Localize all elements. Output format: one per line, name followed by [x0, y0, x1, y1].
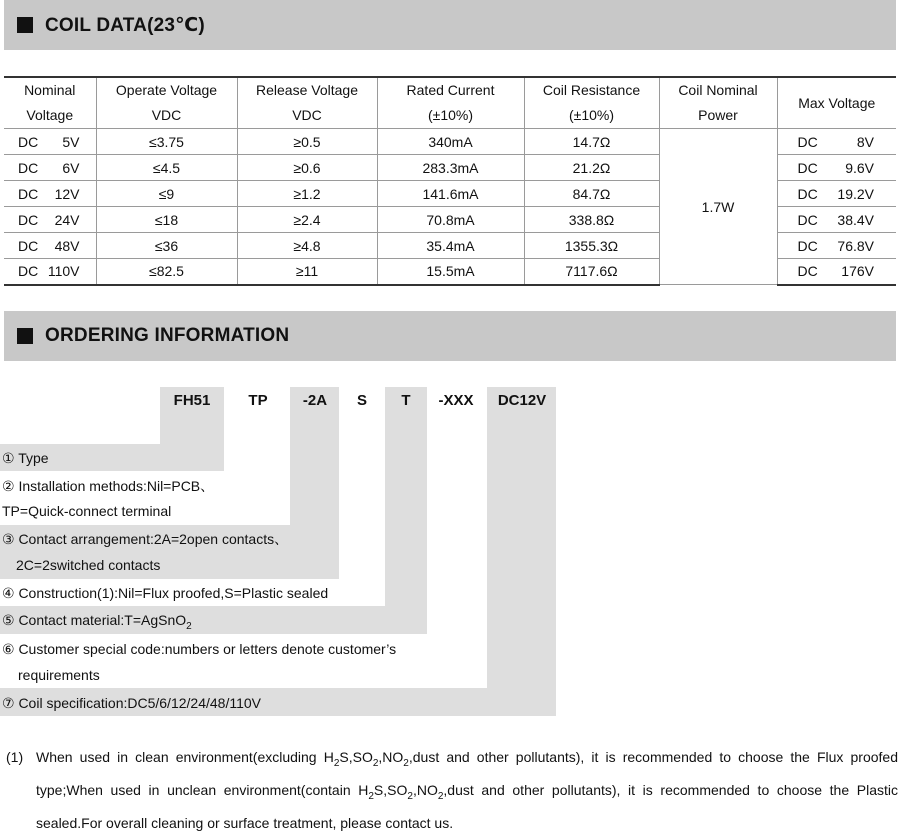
nominal-voltage-cell: DC 12V — [4, 181, 96, 207]
coil-data-banner — [4, 0, 896, 50]
release-voltage-cell: ≥0.5 — [237, 129, 377, 155]
coil-resistance-cell: 14.7Ω — [524, 129, 659, 155]
release-voltage-cell: ≥1.2 — [237, 181, 377, 207]
order-item-contact-arrangement: ③ Contact arrangement:2A=2open contacts、 — [2, 531, 289, 547]
coil-power-cell: 1.7W — [659, 129, 777, 285]
max-voltage-cell: DC 176V — [777, 259, 896, 285]
coil-data-table — [4, 76, 896, 286]
square-bullet-icon — [17, 17, 33, 33]
order-item-type: ① Type — [2, 450, 49, 466]
coil-resistance-cell: 84.7Ω — [524, 181, 659, 207]
order-code-installation: TP — [248, 392, 268, 409]
order-item-contact-material: ⑤ Contact material:T=AgSnO$_2$ — [2, 612, 192, 632]
release-voltage-cell: ≥4.8 — [237, 233, 377, 259]
operate-voltage-cell: ≤82.5 — [96, 259, 237, 285]
square-bullet-icon — [17, 328, 33, 344]
order-code-type: FH51 — [173, 392, 211, 409]
order-code-special: -XXX — [438, 392, 474, 409]
order-item-contact-arrangement-cont: 2C=2switched contacts — [16, 557, 161, 573]
max-voltage-cell: DC 8V — [777, 129, 896, 155]
rated-current-cell: 141.6mA — [377, 181, 524, 207]
footnote — [6, 744, 898, 836]
order-item-installation-cont: TP=Quick-connect terminal — [2, 503, 172, 519]
header-coil-nominal-power: Coil Nominal Power — [659, 77, 777, 129]
operate-voltage-cell: ≤9 — [96, 181, 237, 207]
nominal-voltage-cell: DC 110V — [4, 259, 96, 285]
contact-material-code-column — [385, 387, 427, 634]
order-code-coil-spec: DC12V — [497, 392, 547, 409]
footnote-number: (1) — [6, 749, 24, 765]
order-item-installation: ② Installation methods:Nil=PCB、 — [2, 478, 215, 494]
coil-resistance-cell: 7117.6Ω — [524, 259, 659, 285]
nominal-voltage-cell: DC 6V — [4, 155, 96, 181]
footnote-text: When used in clean environment(excluding $H_2S,SO_2,NO_2,dust$ and other pollutants), it is recommended to choose the Flux proofed type;When used in unclean environment(contain $H_2S,SO_2,NO_2,dust$ and other pollutants), it is recommended to choose the Plastic sealed.For overall cleaning or surface treatment, please contact us. — [36, 749, 898, 831]
order-code-contact-material: T — [401, 392, 411, 409]
table-row — [4, 129, 896, 155]
header-release-voltage: Release Voltage VDC — [237, 77, 377, 129]
operate-voltage-cell: ≤36 — [96, 233, 237, 259]
contact-arrangement-code-column — [290, 387, 339, 579]
coil-resistance-cell: 21.2Ω — [524, 155, 659, 181]
header-operate-voltage: Operate Voltage VDC — [96, 77, 237, 129]
ordering-info-banner — [4, 311, 896, 361]
rated-current-cell: 35.4mA — [377, 233, 524, 259]
ordering-info-title: ORDERING INFORMATION — [45, 325, 290, 346]
coil-resistance-cell: 338.8Ω — [524, 207, 659, 233]
order-item-special-code: ⑥ Customer special code:numbers or letters denote customer’s — [2, 641, 397, 657]
max-voltage-cell: DC 19.2V — [777, 181, 896, 207]
coil-data-title: COIL DATA(23℃) — [45, 14, 205, 36]
order-item-coil-spec: ⑦ Coil specification:DC5/6/12/24/48/110V — [2, 695, 261, 711]
coil-resistance-cell: 1355.3Ω — [524, 233, 659, 259]
rated-current-cell: 15.5mA — [377, 259, 524, 285]
order-item-special-code-cont: requirements — [18, 667, 100, 683]
order-code-construction: S — [356, 392, 367, 409]
header-coil-resistance: Coil Resistance (±10%) — [524, 77, 659, 129]
max-voltage-cell: DC 76.8V — [777, 233, 896, 259]
max-voltage-cell: DC 9.6V — [777, 155, 896, 181]
coil-spec-code-column — [487, 387, 556, 716]
release-voltage-cell: ≥11 — [237, 259, 377, 285]
operate-voltage-cell: ≤18 — [96, 207, 237, 233]
max-voltage-cell: DC 38.4V — [777, 207, 896, 233]
order-code-contact-arrangement: -2A — [302, 392, 328, 409]
nominal-voltage-cell: DC 24V — [4, 207, 96, 233]
rated-current-cell: 70.8mA — [377, 207, 524, 233]
nominal-voltage-cell: DC 5V — [4, 129, 96, 155]
operate-voltage-cell: ≤3.75 — [96, 129, 237, 155]
order-item-construction: ④ Construction(1):Nil=Flux proofed,S=Plastic sealed — [2, 585, 329, 601]
operate-voltage-cell: ≤4.5 — [96, 155, 237, 181]
header-rated-current: Rated Current (±10%) — [377, 77, 524, 129]
release-voltage-cell: ≥2.4 — [237, 207, 377, 233]
release-voltage-cell: ≥0.6 — [237, 155, 377, 181]
rated-current-cell: 340mA — [377, 129, 524, 155]
header-nominal-voltage: Nominal Voltage — [4, 77, 96, 129]
nominal-voltage-cell: DC 48V — [4, 233, 96, 259]
rated-current-cell: 283.3mA — [377, 155, 524, 181]
header-max-voltage: Max Voltage — [777, 77, 896, 129]
table-header-row — [4, 77, 896, 129]
